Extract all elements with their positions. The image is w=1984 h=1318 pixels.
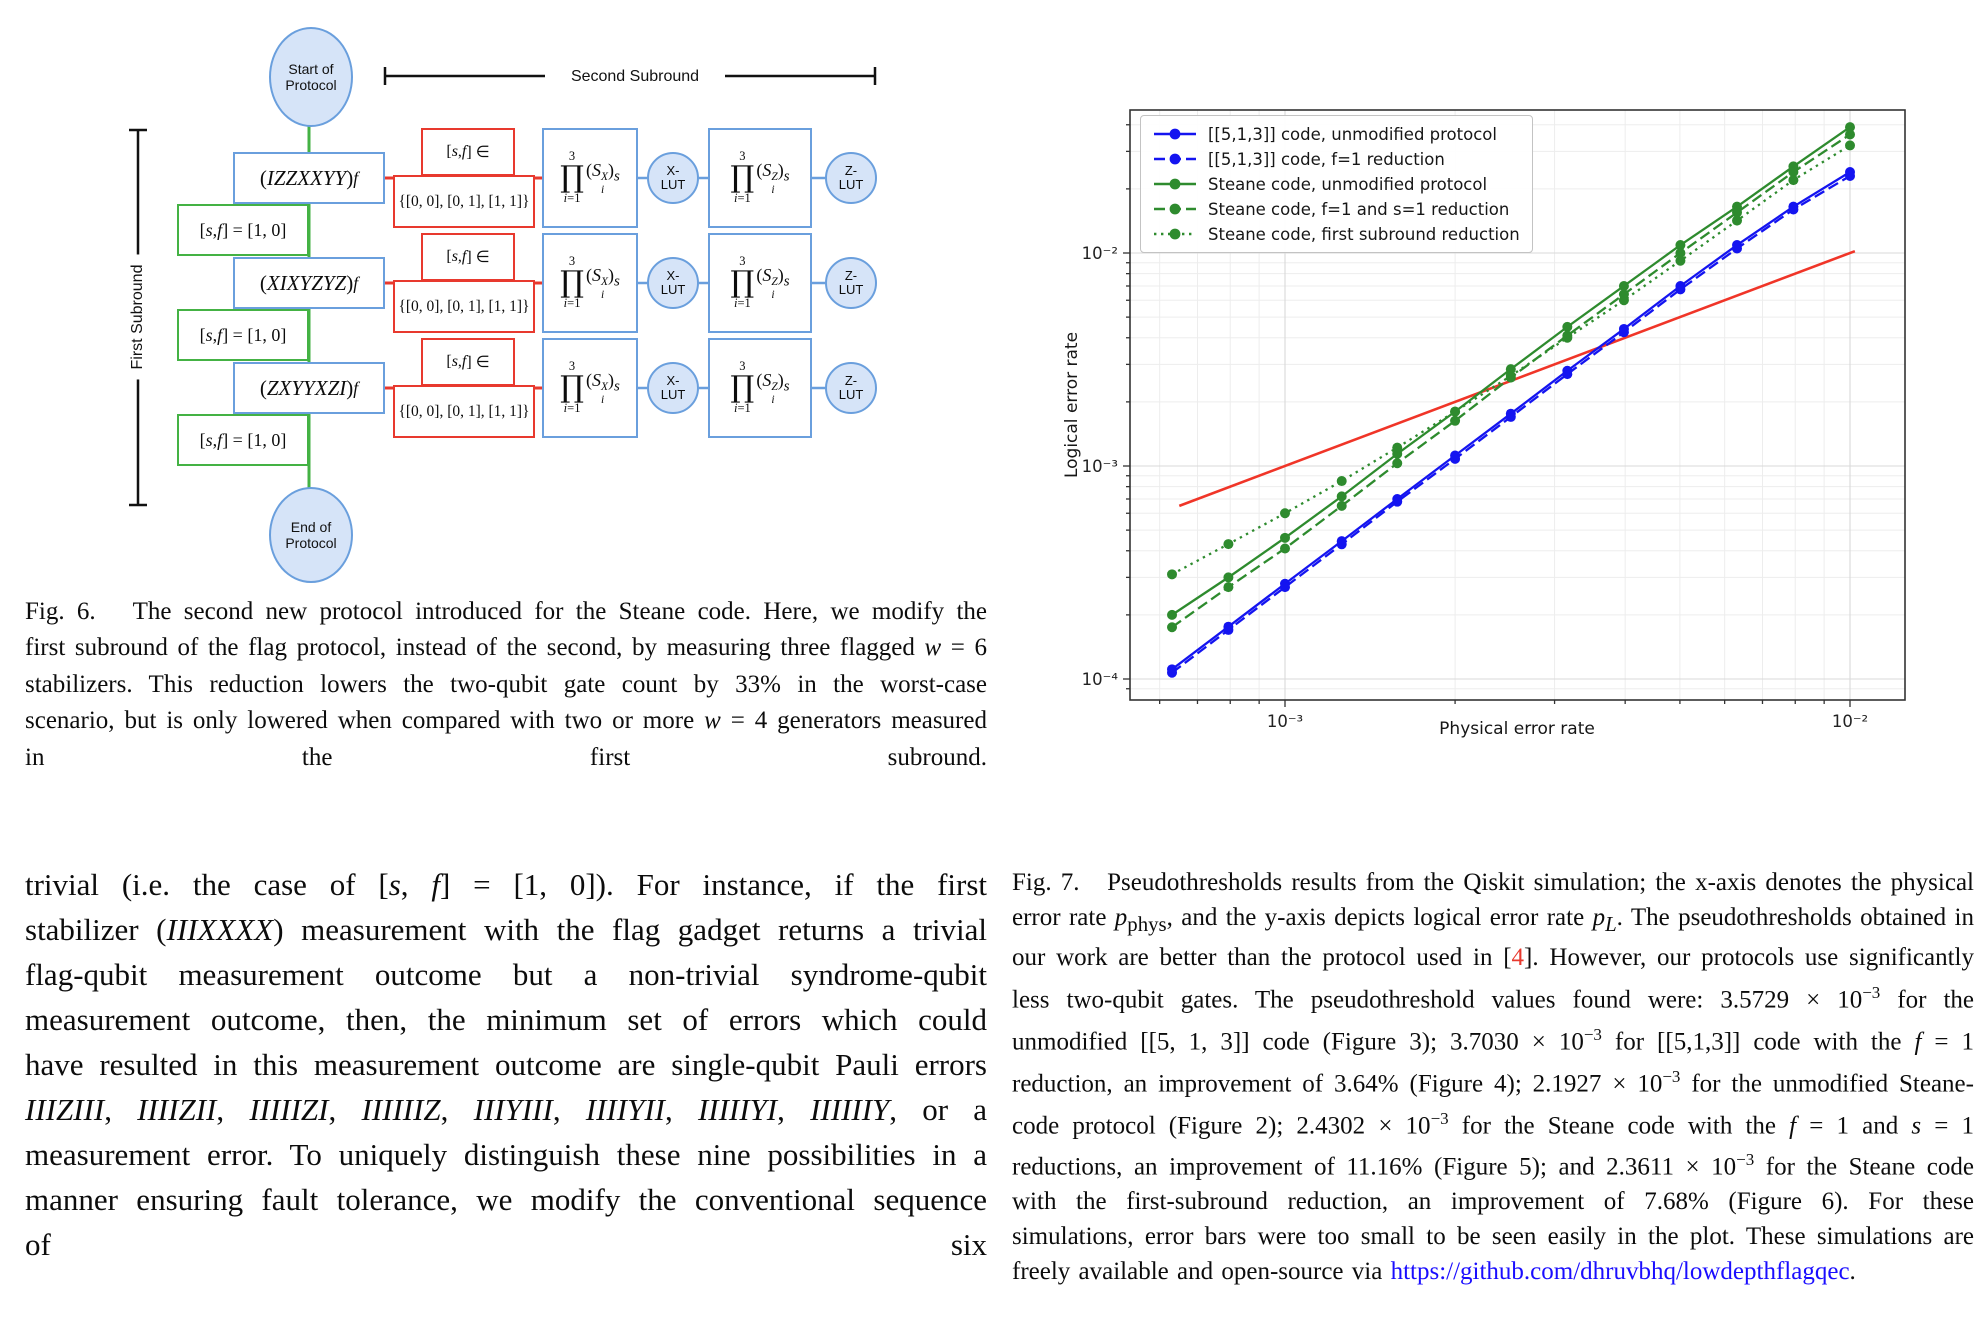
y-tick-label: 10⁻² — [1081, 244, 1118, 263]
x-expression: (S X i )$_s$ — [586, 264, 620, 301]
y-tick-label: 10⁻³ — [1081, 457, 1118, 476]
legend-item — [1151, 123, 1520, 145]
stabilizer-box: ( XIXYZYZ ) f — [233, 257, 385, 309]
github-link[interactable]: https://github.com/dhruvbhq/lowdepthflagqec — [1390, 1257, 1850, 1285]
legend-sample-line — [1151, 201, 1199, 217]
product-icon: ∏ — [730, 159, 755, 195]
start-of-protocol-node: Start of Protocol — [269, 27, 353, 127]
y-axis-label: Logical error rate — [1062, 331, 1082, 479]
product-limits: 3 ∏ i=1 — [560, 149, 584, 206]
trivial-outcome-box: [ s , f ] = [1, 0] — [177, 204, 309, 256]
x-expression: (S X i )$_s$ — [586, 369, 620, 406]
legend-sample-line — [1151, 226, 1199, 242]
product-limits: 3 ∏ i=1 — [730, 254, 755, 311]
z-expression: (S Z i )$_s$ — [756, 369, 790, 406]
condition-set-box: {[0, 0], [0, 1], [1, 1]} — [393, 280, 535, 333]
z-stabilizer-product-box — [708, 338, 812, 438]
legend-item — [1151, 148, 1520, 170]
legend-item-label: Steane code, first subround reduction — [1208, 224, 1520, 244]
z-lut-node: Z- LUT — [825, 257, 877, 309]
x-expression: (S X i )$_s$ — [586, 159, 620, 196]
z-stabilizer-product-box — [708, 128, 812, 228]
figure7-caption: Fig. 7. Pseudothresholds results from the Qiskit simulation; the x-axis denotes the physical error rate $p_{phys}$, and the y-axis depicts logical error rate $p_L$. The pseudothresholds obtained in our work are better than the protocol used in [4]. However, our protocols use significantly less two-qubit gates. The pseudothreshold values found were: $3.5729 \times 10^{-3}$ for the unmodified [[5, 1, 3]] code (Figure 3); $3.7030 \times 10^{-3}$ for [[5,1,3]] code with the f = 1 reduction, an improvement of 3.64% (Figure 4); $2.1927 \times 10^{-3}$ for the unmodified Steane-code protocol (Figure 2); $2.4302 \times 10^{-3}$ for the Steane code with the f = 1 and s = 1 reductions, an improvement of 11.16% (Figure 5); and $2.3611 \times 10^{-3}$ for the Steane code with the first-subround reduction, an improvement of 7.68% (Figure 6). For these simulations, error bars were too small to be seen easily in the plot. These simulations are freely available and open-source via https://github.com/dhruvbhq/lowdepthflagqec. — [1012, 869, 1975, 1285]
product-icon: ∏ — [560, 264, 584, 300]
legend-item — [1151, 173, 1520, 195]
legend-item — [1151, 198, 1520, 220]
figure6-diagram — [90, 20, 890, 585]
legend-item-label: [[5,1,3]] code, f=1 reduction — [1208, 149, 1445, 169]
z-expression: (S Z i )$_s$ — [756, 264, 790, 301]
condition-box: [ s , f ] ∈ — [421, 128, 515, 176]
x-tick-label: 10⁻³ — [1266, 712, 1304, 731]
x-axis-label: Physical error rate — [1439, 719, 1595, 739]
figure7-plot — [1010, 75, 1980, 745]
legend-item — [1151, 223, 1520, 245]
product-icon: ∏ — [730, 369, 755, 405]
x-stabilizer-product-box — [542, 128, 638, 228]
stabilizer-box: ( IZZXXYY ) f — [233, 152, 385, 204]
product-limits: 3 ∏ i=1 — [560, 254, 584, 311]
y-tick-label: 10⁻⁴ — [1081, 670, 1118, 689]
end-of-protocol-node: End of Protocol — [269, 487, 353, 583]
figure6-caption: Fig. 6. The second new protocol introduced for the Steane code. Here, we modify the first subround of the flag protocol, instead of the second, by measuring three flagged w = 6 stabilizers. This reduction lowers the two-qubit gate count by 33% in the worst-case scenario, but is only lowered when compared with two or more w = 4 generators measured in the first subround. — [25, 598, 987, 771]
condition-set-box: {[0, 0], [0, 1], [1, 1]} — [393, 385, 535, 438]
condition-box: [ s , f ] ∈ — [421, 233, 515, 281]
z-lut-node: Z- LUT — [825, 152, 877, 204]
reference-line — [1179, 251, 1855, 506]
legend-item-label: [[5,1,3]] code, unmodified protocol — [1208, 124, 1497, 144]
x-stabilizer-product-box — [542, 233, 638, 333]
trivial-outcome-box: [ s , f ] = [1, 0] — [177, 414, 309, 466]
second-subround-label: Second Subround — [545, 64, 725, 90]
product-icon: ∏ — [560, 159, 584, 195]
x-tick-label: 10⁻² — [1831, 712, 1869, 731]
condition-box: [ s , f ] ∈ — [421, 338, 515, 386]
citation-link[interactable]: 4 — [1511, 944, 1525, 972]
z-stabilizer-product-box — [708, 233, 812, 333]
body-paragraph: trivial (i.e. the case of [s, f] = [1, 0]). For instance, if the first stabilizer (IIIXXXX) measurement with the flag gadget returns a trivial flag-qubit measurement outcome but a non-trivial syndrome-qubit measurement outcome, then, the minimum set of errors which could have resulted in this measurement outcome are single-qubit Pauli errors IIIZIII, IIIIZII, IIIIIZI, IIIIIIZ, IIIYIII, IIIIYII, IIIIIYI, IIIIIIY, or a measurement error. To uniquely distinguish these nine possibilities in a manner ensuring fault tolerance, we modify the conventional sequence of six — [25, 867, 988, 1262]
legend-item-label: Steane code, unmodified protocol — [1208, 174, 1488, 194]
product-limits: 3 ∏ i=1 — [560, 359, 584, 416]
product-limits: 3 ∏ i=1 — [730, 359, 755, 416]
legend-sample-line — [1151, 176, 1199, 192]
product-icon: ∏ — [560, 369, 584, 405]
product-icon: ∏ — [730, 264, 755, 300]
chart-legend — [1140, 115, 1533, 253]
condition-set-box: {[0, 0], [0, 1], [1, 1]} — [393, 175, 535, 228]
trivial-outcome-box: [ s , f ] = [1, 0] — [177, 309, 309, 361]
legend-sample-line — [1151, 126, 1199, 142]
legend-item-label: Steane code, f=1 and s=1 reduction — [1208, 199, 1510, 219]
x-lut-node: X- LUT — [647, 152, 699, 204]
x-stabilizer-product-box — [542, 338, 638, 438]
first-subround-label: First Subround — [125, 255, 151, 380]
z-lut-node: Z- LUT — [825, 362, 877, 414]
x-lut-node: X- LUT — [647, 257, 699, 309]
legend-sample-line — [1151, 151, 1199, 167]
x-lut-node: X- LUT — [647, 362, 699, 414]
z-expression: (S Z i )$_s$ — [756, 159, 790, 196]
stabilizer-box: ( ZXYYXZI ) f — [233, 362, 385, 414]
product-limits: 3 ∏ i=1 — [730, 149, 755, 206]
